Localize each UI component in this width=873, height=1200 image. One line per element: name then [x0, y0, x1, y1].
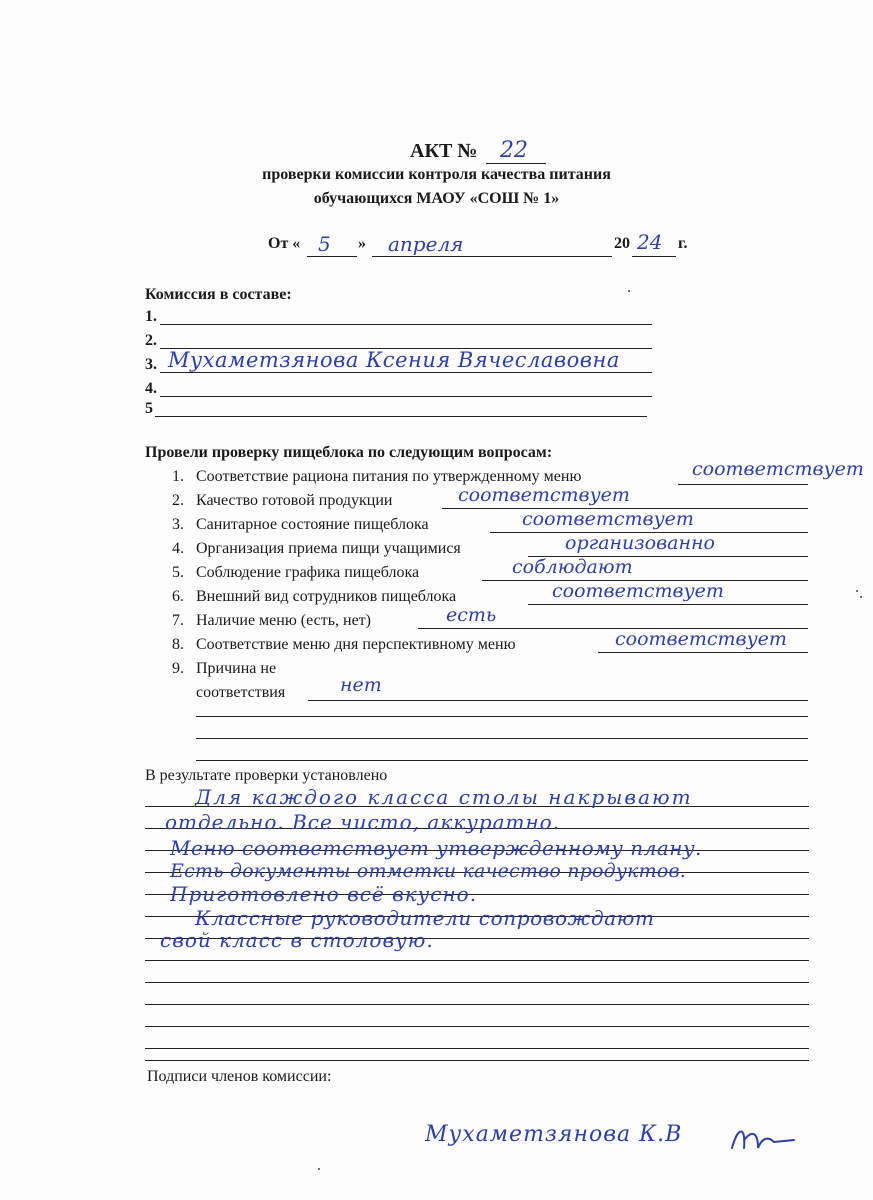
date-year-suffix: 24	[637, 230, 663, 254]
result-text-line: Есть документы отметки качество продуктов.	[170, 860, 687, 882]
scan-speck	[856, 590, 858, 592]
commission-heading: Комиссия в составе:	[145, 286, 292, 303]
inspection-item-answer: соблюдают	[512, 556, 633, 578]
result-text-line: свой класс в столовую.	[160, 928, 434, 952]
result-line	[145, 982, 809, 983]
member-num: 3.	[145, 356, 157, 373]
inspection-item-label: Соблюдение графика пищеблока	[196, 564, 420, 581]
inspection-item-num: 7.	[172, 612, 184, 629]
inspection-item-label: Соответствие рациона питания по утвержденному меню	[196, 468, 582, 485]
act-label: АКТ №	[410, 140, 478, 162]
inspection-item-label: Соответствие меню дня перспективному меню	[196, 636, 516, 653]
blank-line	[196, 716, 808, 717]
date-mid: »	[358, 235, 366, 252]
inspection-item-answer: соответствует	[615, 628, 787, 650]
result-heading: В результате проверки установлено	[145, 767, 388, 784]
act-number: 22	[500, 138, 528, 163]
subtitle-line-2: обучающихся МАОУ «СОШ № 1»	[313, 190, 560, 207]
result-text-line: Классные руководители сопровождают	[195, 906, 655, 930]
inspection-item-answer: нет	[340, 674, 382, 696]
member-line-4	[160, 396, 652, 397]
answer-line	[598, 652, 808, 653]
result-line	[145, 1004, 809, 1005]
inspection-item-label: Санитарное состояние пищеблока	[196, 516, 429, 533]
inspection-item-num: 6.	[172, 588, 184, 605]
date-end: г.	[678, 235, 688, 252]
result-line	[145, 1026, 809, 1027]
member-num: 5	[145, 400, 153, 417]
answer-line	[308, 700, 808, 701]
act-number-underline	[486, 163, 546, 164]
inspection-item-num: 9.	[172, 660, 184, 677]
answer-line	[528, 604, 808, 605]
member-line-5	[155, 416, 647, 417]
date-year-underline	[632, 256, 676, 257]
inspection-item-answer: соответствует	[552, 580, 724, 602]
scan-speck	[628, 290, 630, 292]
result-text-line: Меню соответствует утвержденному плану.	[170, 836, 702, 860]
date-day-underline	[307, 256, 357, 257]
inspection-item-num: 3.	[172, 516, 184, 533]
inspection-item-num: 1.	[172, 468, 184, 485]
member-num: 1.	[145, 308, 157, 325]
member-name-3: Мухаметзянова Ксения Вячеславовна	[168, 348, 620, 372]
date-day: 5	[318, 232, 331, 256]
member-num: 4.	[145, 380, 157, 397]
scan-speck	[860, 596, 862, 598]
inspection-item-answer: есть	[446, 604, 497, 626]
signature-name: Мухаметзянова К.В	[425, 1122, 683, 1147]
inspection-item-num: 2.	[172, 492, 184, 509]
date-month: апреля	[388, 232, 464, 256]
member-line-3	[160, 372, 652, 373]
inspection-item-label: Наличие меню (есть, нет)	[196, 612, 371, 629]
inspection-item-num: 8.	[172, 636, 184, 653]
result-line	[145, 960, 809, 961]
blank-line	[196, 738, 808, 739]
inspection-item-answer: соответствует	[692, 458, 864, 480]
answer-line	[678, 484, 808, 485]
date-month-underline	[372, 256, 612, 257]
result-line	[145, 1060, 809, 1061]
date-year-prefix: 20	[614, 235, 630, 252]
signatures-heading: Подписи членов комиссии:	[147, 1068, 332, 1085]
inspection-item-num: 5.	[172, 564, 184, 581]
act-title	[410, 140, 477, 163]
inspection-item-label: Внешний вид сотрудников пищеблока	[196, 588, 457, 605]
scan-speck	[318, 1168, 320, 1170]
result-text-line: Приготовлено всё вкусно.	[170, 882, 478, 906]
signature-scribble	[728, 1118, 798, 1158]
inspection-item-answer: соответствует	[458, 484, 630, 506]
blank-line	[196, 760, 808, 761]
result-text-line: отдельно. Все чисто, аккуратно.	[165, 810, 561, 834]
result-text-line: Для каждого класса столы накрывают	[195, 785, 693, 809]
subtitle-line-1: проверки комиссии контроля качества питания	[262, 166, 611, 183]
inspection-item-label: Качество готовой продукции	[196, 492, 393, 509]
inspection-item-label: соответствия	[196, 684, 286, 701]
inspection-item-num: 4.	[172, 540, 184, 557]
result-line	[145, 1048, 809, 1049]
member-line-1	[160, 324, 652, 325]
inspection-heading: Провели проверку пищеблока по следующим вопросам:	[145, 444, 553, 461]
member-num: 2.	[145, 332, 157, 349]
date-prefix: От «	[268, 235, 301, 252]
inspection-item-label: Организация приема пищи учащимися	[196, 540, 461, 557]
inspection-item-label: Причина не	[196, 660, 277, 677]
inspection-item-answer: соответствует	[522, 508, 694, 530]
inspection-item-answer: организованно	[565, 532, 715, 554]
